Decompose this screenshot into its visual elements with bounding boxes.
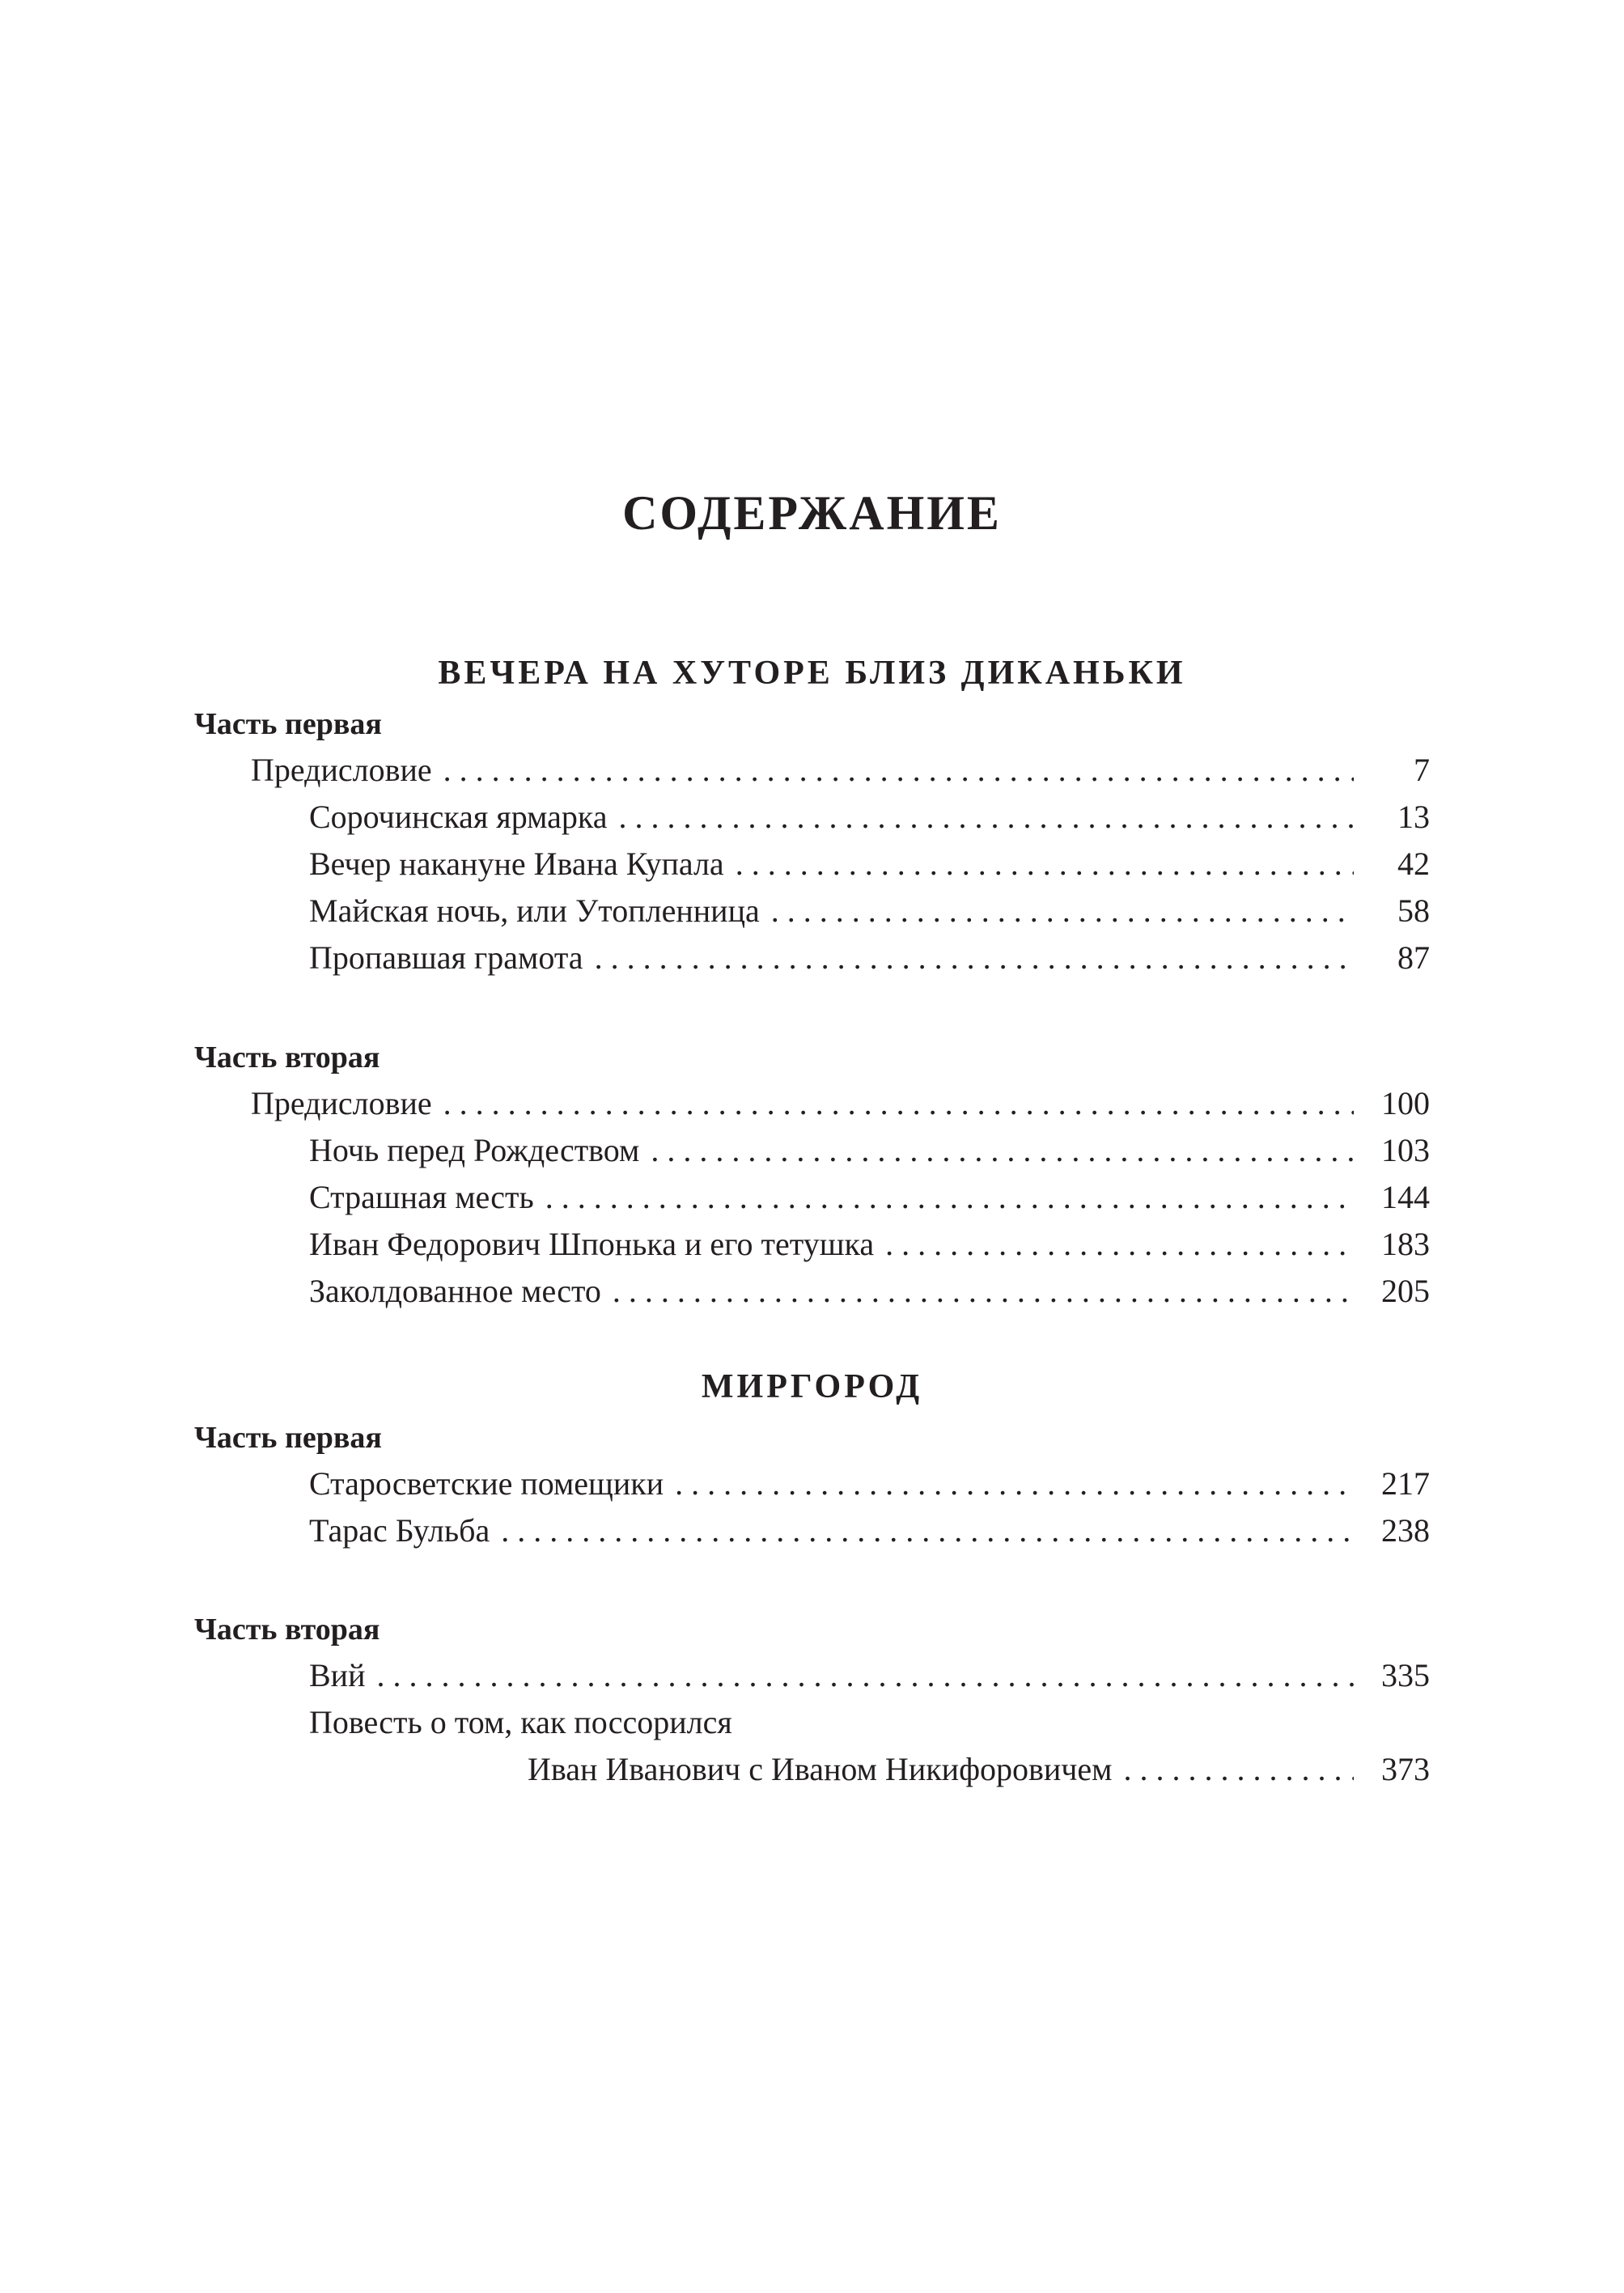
toc-entry-page: 217 (1381, 1465, 1430, 1502)
toc-entry-title: Заколдованное место (309, 1273, 601, 1309)
toc-entry-title: Сорочинская ярмарка (309, 799, 608, 835)
book-title: МИРГОРОД (701, 1368, 923, 1405)
toc-entry-title: Пропавшая грамота (309, 939, 583, 976)
dot-leader (885, 1225, 1354, 1263)
toc-entry-page: 238 (1381, 1512, 1430, 1549)
dot-leader (1123, 1750, 1354, 1788)
toc-entry-page: 103 (1381, 1132, 1430, 1168)
dot-leader (595, 939, 1354, 977)
part-heading: Часть первая (194, 707, 382, 741)
dot-leader (501, 1511, 1354, 1549)
toc-entry[interactable] (309, 892, 1430, 939)
toc-entry-page: 87 (1397, 939, 1430, 976)
dot-leader (545, 1178, 1354, 1216)
toc-entry[interactable] (309, 1464, 1430, 1511)
part-heading: Часть вторая (194, 1041, 380, 1074)
toc-entry-page: 183 (1381, 1226, 1430, 1262)
toc-entry-page: 205 (1381, 1273, 1430, 1309)
toc-entry[interactable] (309, 798, 1430, 845)
toc-entry[interactable] (309, 1225, 1430, 1272)
toc-entry-title: Страшная месть (309, 1179, 534, 1215)
toc-entry-title: Старосветские помещики (309, 1465, 664, 1502)
part-heading: Часть первая (194, 1421, 382, 1455)
toc-entry-page: 7 (1414, 752, 1430, 788)
toc-entry[interactable] (251, 1084, 1430, 1131)
toc-entry[interactable] (309, 1511, 1430, 1558)
toc-entry[interactable] (309, 939, 1430, 985)
toc-entry-title: Майская ночь, или Утопленница (309, 892, 760, 929)
toc-entry-title-line1[interactable]: Повесть о том, как поссорился (309, 1704, 732, 1740)
toc-entry-page: 335 (1381, 1657, 1430, 1693)
toc-entry[interactable] (309, 845, 1430, 892)
book-title: ВЕЧЕРА НА ХУТОРЕ БЛИЗ ДИКАНЬКИ (438, 655, 1186, 692)
toc-entry-title: Тарас Бульба (309, 1512, 490, 1549)
toc-entry[interactable] (309, 1131, 1430, 1178)
toc-entry-page: 373 (1381, 1751, 1430, 1787)
toc-entry-page: 13 (1397, 799, 1430, 835)
toc-title: СОДЕРЖАНИЕ (622, 486, 1002, 540)
dot-leader (736, 845, 1354, 883)
dot-leader (443, 751, 1354, 789)
toc-entry-title-line2: Иван Иванович с Иваном Никифоровичем (528, 1751, 1113, 1787)
toc-entry[interactable] (309, 1272, 1430, 1319)
dot-leader (613, 1272, 1354, 1310)
dot-leader (377, 1656, 1355, 1694)
dot-leader (618, 798, 1354, 836)
toc-entry-title: Вий (309, 1657, 366, 1693)
toc-entry-page: 42 (1397, 846, 1430, 882)
dot-leader (651, 1131, 1354, 1169)
toc-entry-page: 58 (1397, 892, 1430, 929)
toc-entry-title: Предисловие (251, 752, 432, 788)
toc-entry[interactable] (309, 1656, 1430, 1703)
part-heading: Часть вторая (194, 1613, 380, 1647)
toc-entry[interactable] (251, 751, 1430, 798)
toc-entry-page: 144 (1381, 1179, 1430, 1215)
toc-entry[interactable] (528, 1750, 1430, 1797)
toc-entry[interactable] (309, 1178, 1430, 1225)
toc-entry-title: Ночь перед Рождеством (309, 1132, 640, 1168)
dot-leader (675, 1464, 1354, 1503)
toc-entry-page: 100 (1381, 1085, 1430, 1121)
toc-entry-title: Иван Федорович Шпонька и его тетушка (309, 1226, 875, 1262)
toc-entry-title: Вечер накануне Ивана Купала (309, 846, 724, 882)
dot-leader (771, 892, 1354, 930)
dot-leader (443, 1084, 1354, 1122)
toc-entry-title: Предисловие (251, 1085, 432, 1121)
